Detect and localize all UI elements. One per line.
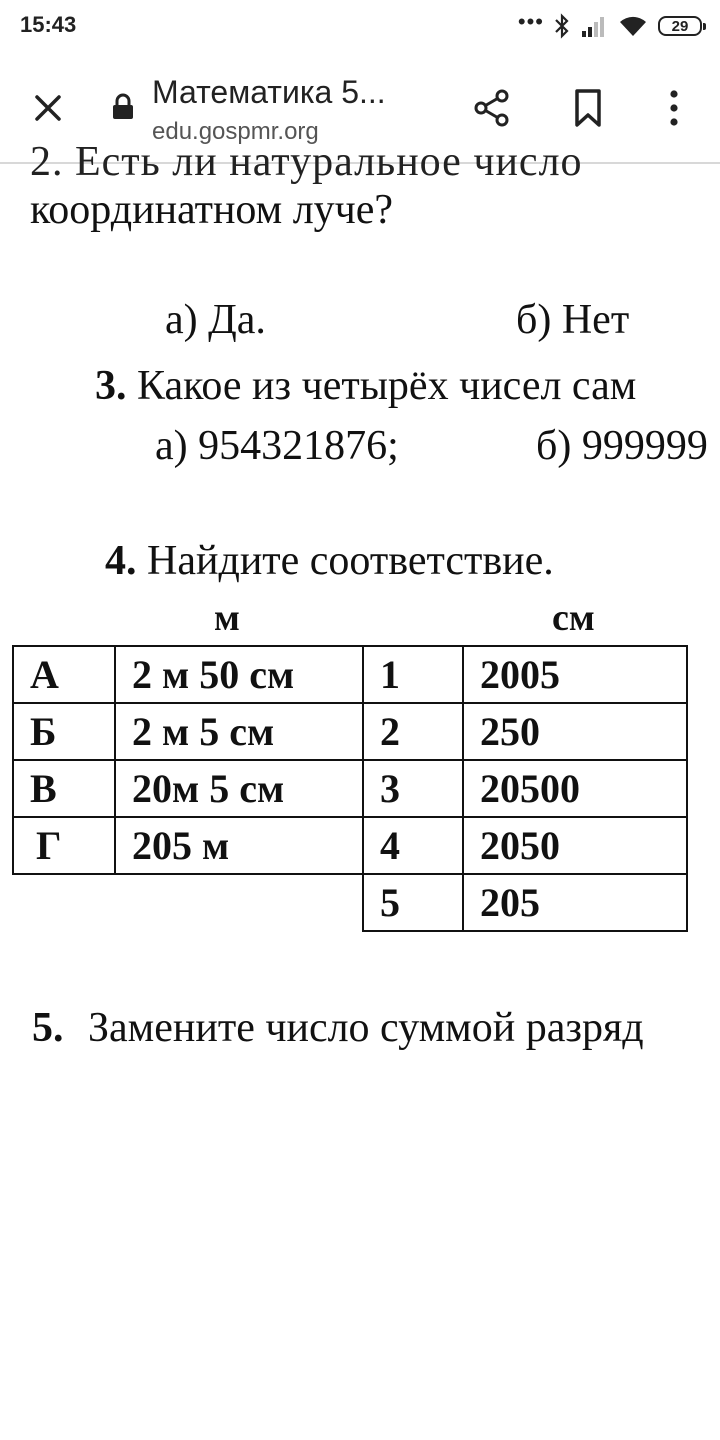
more-notifications-icon: ••• (517, 9, 544, 34)
q2-text: координатном луче? (30, 187, 394, 233)
q3-option-a: а) 954321876; (155, 423, 399, 469)
q4-text: Найдите соответствие. (147, 538, 554, 584)
share-icon[interactable] (470, 86, 514, 130)
table-cell: 20500 (463, 760, 687, 817)
table-cell-empty (13, 874, 115, 931)
table-header-meters: м (214, 597, 240, 639)
table-cell: 205 м (115, 817, 363, 874)
q5-text: Замените число суммой разряд (88, 1005, 644, 1051)
table-cell: Г (13, 817, 115, 874)
table-row (13, 646, 687, 703)
wifi-icon (618, 14, 648, 38)
table-cell: 2005 (463, 646, 687, 703)
table-row (13, 703, 687, 760)
status-icons (517, 9, 702, 40)
table-cell: 2050 (463, 817, 687, 874)
bookmark-icon[interactable] (566, 86, 610, 130)
table-cell: 2 (363, 703, 463, 760)
q3-number: 3. (95, 363, 127, 409)
table-cell: 4 (363, 817, 463, 874)
status-time: 15:43 (20, 12, 77, 37)
question-3 (95, 362, 636, 410)
question-4 (105, 537, 554, 585)
battery-icon: 29 (658, 16, 702, 36)
q5-number: 5. (32, 1005, 64, 1051)
table-row (13, 817, 687, 874)
bluetooth-icon (554, 13, 570, 39)
matching-table (12, 645, 688, 932)
table-row (13, 760, 687, 817)
table-cell: 250 (463, 703, 687, 760)
q4-number: 4. (105, 538, 137, 584)
table-cell: 3 (363, 760, 463, 817)
table-cell: Б (13, 703, 115, 760)
signal-icon (580, 14, 608, 38)
table-cell: 20м 5 см (115, 760, 363, 817)
table-cell: 2 м 50 см (115, 646, 363, 703)
table-cell: В (13, 760, 115, 817)
table-cell: А (13, 646, 115, 703)
table-header-centimeters: см (552, 597, 595, 639)
status-bar (0, 0, 720, 52)
q2-option-a: а) Да. (165, 297, 266, 343)
table-cell: 5 (363, 874, 463, 931)
q2-option-b: б) Нет (516, 297, 630, 343)
table-cell: 1 (363, 646, 463, 703)
page-url[interactable]: edu.gospmr.org (152, 118, 319, 145)
q3-option-b: б) 999999 (536, 423, 708, 469)
q3-text: Какое из четырёх чисел сам (137, 363, 637, 409)
question-5 (32, 1004, 644, 1052)
close-icon[interactable] (28, 88, 68, 128)
more-options-icon[interactable] (652, 86, 696, 130)
page-title[interactable]: Математика 5... (152, 74, 386, 110)
table-cell-empty (115, 874, 363, 931)
table-cell: 2 м 5 см (115, 703, 363, 760)
cut-off-line: 2. Есть ли натуральное число (30, 139, 583, 185)
table-cell: 205 (463, 874, 687, 931)
table-row (13, 874, 687, 931)
document-view (0, 139, 720, 1440)
lock-icon (112, 94, 134, 120)
